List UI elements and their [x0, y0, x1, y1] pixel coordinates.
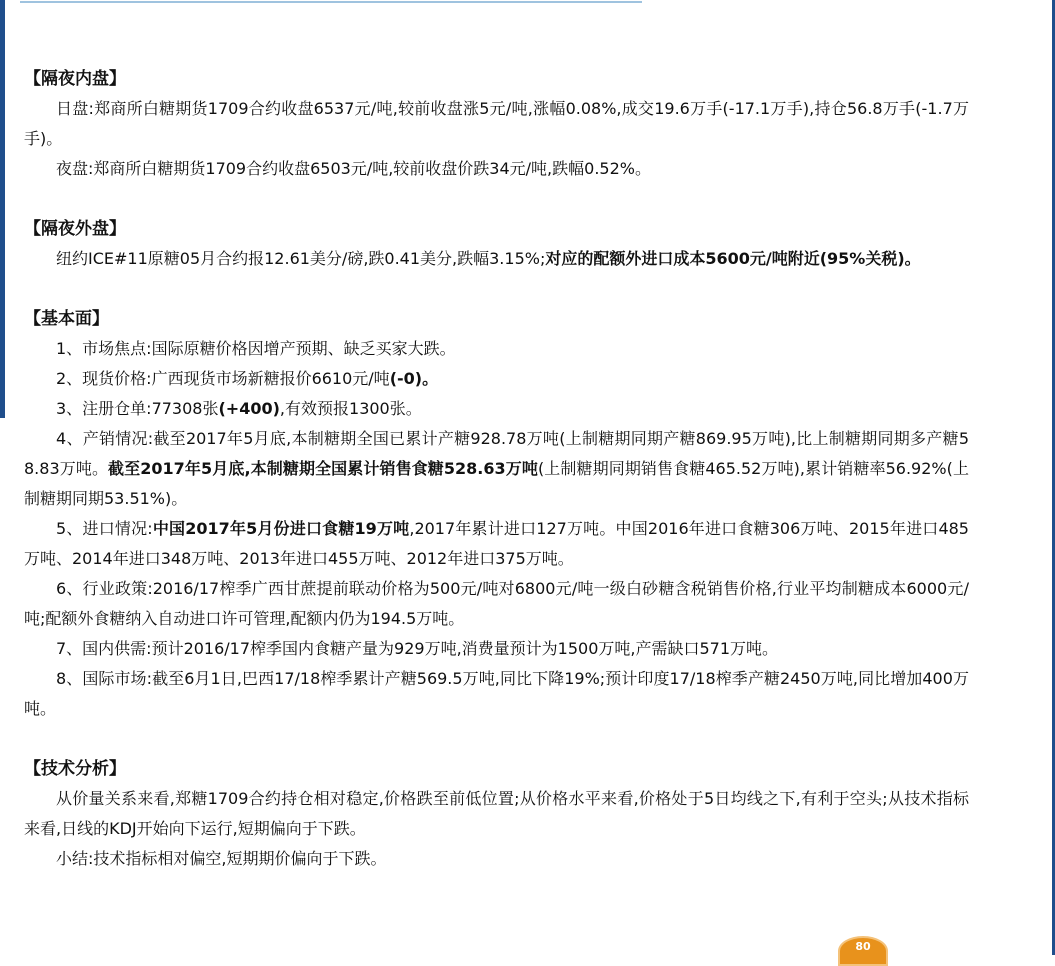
- fundamentals-item-6: 6、行业政策:2016/17榨季广西甘蔗提前联动价格为500元/吨对6800元/吨一级白砂糖含税销售价格,行业平均制糖成本6000元/吨;配额外食糖纳入自动进口许可管理,配额内仍为194.5万吨。: [24, 579, 969, 628]
- section-overnight-domestic: [24, 64, 969, 184]
- warehouse-forecast-text: ,有效预报1300张。: [279, 399, 422, 418]
- fundamentals-item-8: 8、国际市场:截至6月1日,巴西17/18榨季累计产糖569.5万吨,同比下降19%;预计印度17/18榨季产糖2450万吨,同比增加400万吨。: [24, 669, 969, 718]
- page-number-badge: 80: [838, 936, 888, 966]
- sales-detail: (上制糖期同期销售食糖465.52万吨),累计销糖率56.92%(上制糖期同期53.51%)。: [24, 459, 969, 508]
- import-detail: ,2017年累计进口127万吨。中国2016年进口食糖306万吨、2015年进口485万吨、2014年进口348万吨、2013年进口455万吨、2012年进口375万吨。: [24, 519, 969, 568]
- section-title: 【隔夜外盘】: [24, 219, 126, 239]
- report-body: [24, 64, 969, 874]
- import-highlight: 中国2017年5月份进口食糖19万吨: [152, 519, 410, 538]
- section-title: 【技术分析】: [24, 759, 126, 779]
- sales-highlight: 截至2017年5月底,本制糖期全国累计销售食糖528.63万吨: [108, 459, 538, 478]
- day-session-text: 日盘:郑商所白糖期货1709合约收盘6537元/吨,较前收盘涨5元/吨,涨幅0.08%,成交19.6万手(-17.1万手),持仓56.8万手(-1.7万手)。: [24, 99, 969, 148]
- fundamentals-item-5: [24, 514, 969, 574]
- ice-price-text: 纽约ICE#11原糖05月合约报12.61美分/磅,跌0.41美分,跌幅3.15%;: [56, 249, 546, 268]
- ice-raw-sugar-text: [24, 244, 969, 274]
- spot-price-change: (-0)。: [389, 369, 439, 388]
- warehouse-receipts-text: 3、注册仓单:77308张: [56, 399, 219, 418]
- section-technical: [24, 754, 969, 874]
- fundamentals-item-3: [24, 394, 969, 424]
- fundamentals-item-2: [24, 364, 969, 394]
- warehouse-receipts-change: (+400): [218, 399, 280, 418]
- night-session-text: 夜盘:郑商所白糖期货1709合约收盘6503元/吨,较前收盘价跌34元/吨,跌幅0.52%。: [56, 159, 651, 178]
- import-cost-text: 对应的配额外进口成本5600元/吨附近(95%关税)。: [545, 249, 921, 268]
- section-title: 【隔夜内盘】: [24, 69, 126, 89]
- left-edge-bar: [0, 0, 5, 418]
- import-label: 5、进口情况:: [56, 519, 153, 538]
- fundamentals-item-4: [24, 424, 969, 514]
- technical-summary-text: 小结:技术指标相对偏空,短期期价偏向于下跌。: [56, 849, 387, 868]
- section-overnight-foreign: [24, 214, 969, 274]
- production-text: 4、产销情况:截至2017年5月底,本制糖期全国已累计产糖928.78万吨(上制糖期同期产糖869.95万吨),比上制糖期同期多产糖58.83万吨。: [24, 429, 969, 478]
- fundamentals-item-7: 7、国内供需:预计2016/17榨季国内食糖产量为929万吨,消费量预计为1500万吨,产需缺口571万吨。: [56, 639, 779, 658]
- technical-analysis-text: 从价量关系来看,郑糖1709合约持仓相对稳定,价格跌至前低位置;从价格水平来看,价格处于5日均线之下,有利于空头;从技术指标来看,日线的KDJ开始向下运行,短期偏向于下跌。: [24, 789, 969, 838]
- spot-price-text: 2、现货价格:广西现货市场新糖报价6610元/吨: [56, 369, 390, 388]
- header-rule: [20, 1, 642, 3]
- section-title: 【基本面】: [24, 309, 109, 329]
- section-fundamentals: [24, 304, 969, 724]
- fundamentals-item-1: 1、市场焦点:国际原糖价格因增产预期、缺乏买家大跌。: [56, 339, 456, 358]
